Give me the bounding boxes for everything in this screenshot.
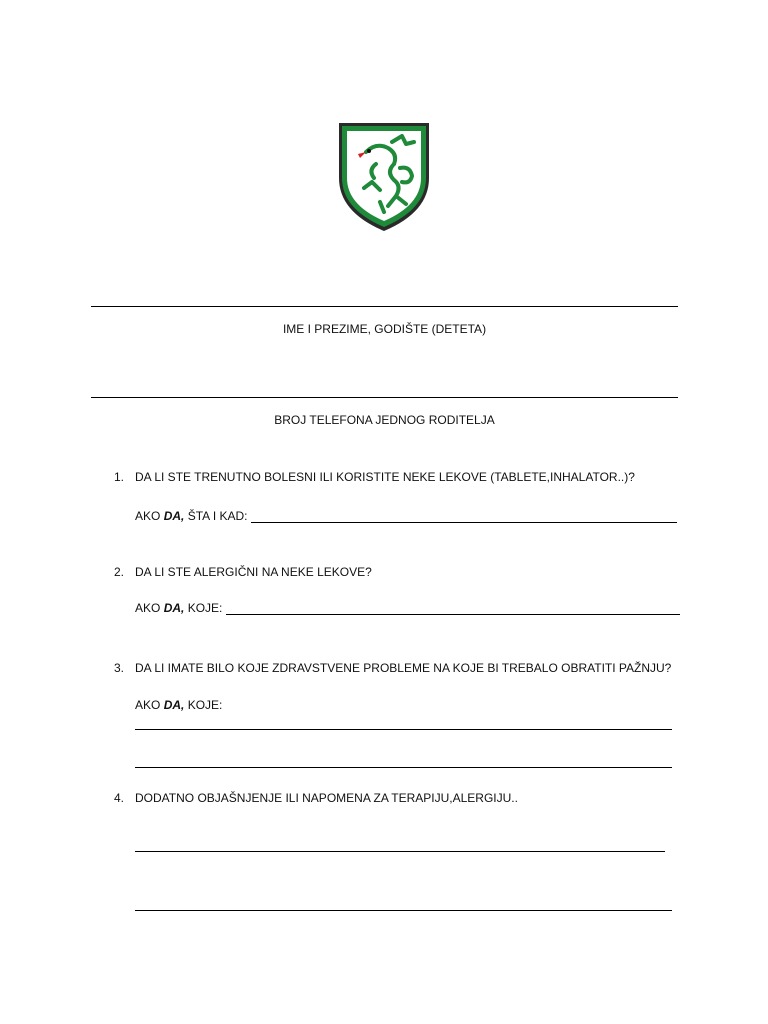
question-text: DA LI STE TRENUTNO BOLESNI ILI KORISTITE NEKE LEKOVE (TABLETE,INHALATOR..)? [135,470,635,484]
answer-3-line-1[interactable] [135,729,672,730]
answer-1-field[interactable] [251,510,677,523]
answer-2-field[interactable] [226,602,680,615]
answer-3-line-2[interactable] [135,767,672,768]
question-2 [114,565,372,579]
followup-bold: DA, [163,509,185,523]
question-number: 3. [114,661,125,675]
question-text: DODATNO OBJAŠNJENJE ILI NAPOMENA ZA TERAPIJU,ALERGIJU.. [135,791,518,805]
question-number: 4. [114,791,125,805]
question-2-followup [135,601,680,615]
parent-phone-label: BROJ TELEFONA JEDNOG RODITELJA [274,413,495,427]
question-4 [114,791,518,805]
followup-prefix: AKO [135,601,164,615]
question-3-followup [135,698,222,712]
followup-prefix: AKO [135,509,164,523]
question-1 [114,470,635,484]
followup-suffix: ŠTA I KAD: [184,509,248,523]
followup-prefix: AKO [135,698,164,712]
question-number: 2. [114,565,125,579]
question-number: 1. [114,470,125,484]
answer-4-line-2[interactable] [135,910,672,911]
child-name-label: IME I PREZIME, GODIŠTE (DETETA) [282,322,487,336]
question-text: DA LI IMATE BILO KOJE ZDRAVSTVENE PROBLEME NA KOJE BI TREBALO OBRATITI PAŽNJU? [135,661,672,675]
followup-bold: DA, [163,698,185,712]
followup-bold: DA, [163,601,185,615]
question-text: DA LI STE ALERGIČNI NA NEKE LEKOVE? [135,565,372,579]
parent-phone-line[interactable] [91,397,678,398]
question-3 [114,661,671,675]
question-1-followup [135,509,677,523]
answer-4-line-1[interactable] [135,851,665,852]
followup-suffix: KOJE: [184,698,223,712]
child-name-line[interactable] [91,306,678,307]
dragon-shield-icon [336,120,432,234]
followup-suffix: KOJE: [184,601,223,615]
